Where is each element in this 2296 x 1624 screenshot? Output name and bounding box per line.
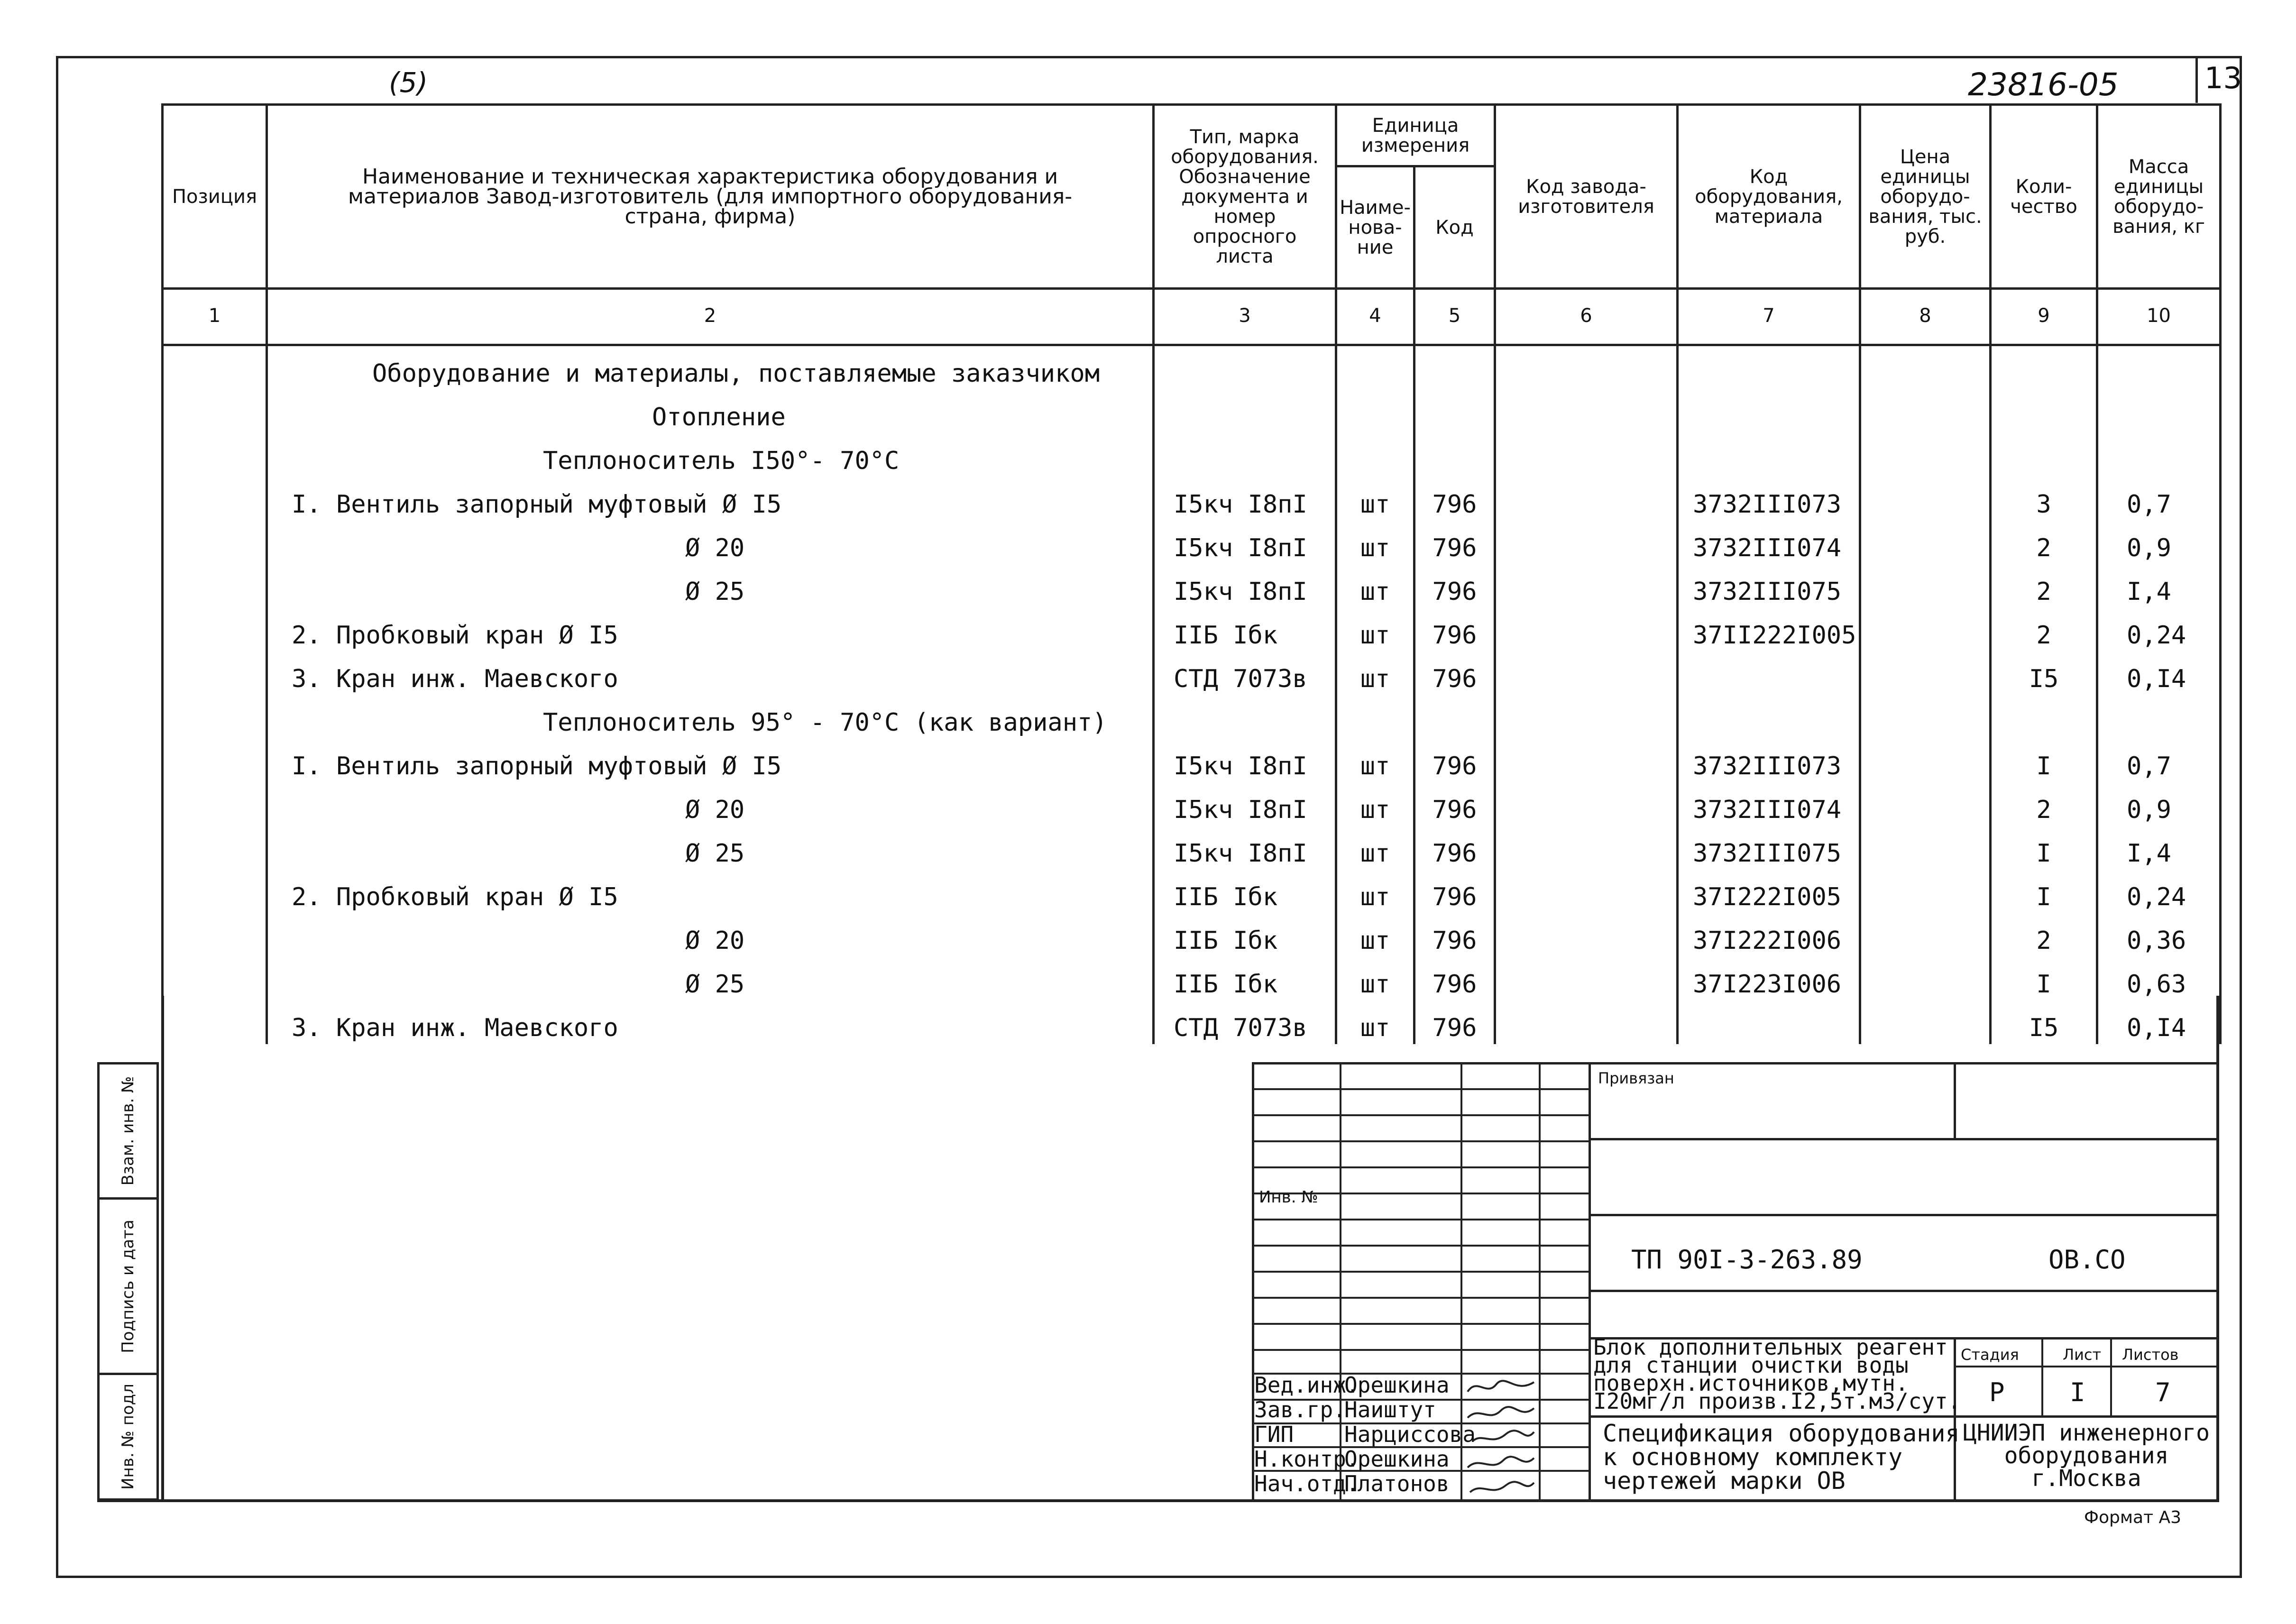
cell-equip [1678, 345, 1860, 390]
cell-name: 2. Пробковый кран Ø I5 [267, 870, 1154, 913]
cell-equip [1678, 695, 1860, 739]
cell-mass: 0,9 [2097, 521, 2221, 564]
cell-qty: 3 [1991, 477, 2097, 521]
cell-code: 796 [1414, 957, 1495, 1000]
header-name: Наименование и техническая характеристика оборудования и материалов Завод-изготовитель (для импортного оборудования-страна, фирма) [267, 105, 1154, 289]
cell-code [1414, 390, 1495, 433]
column-number: 8 [1860, 289, 1991, 345]
sheet-value: I [2070, 1377, 2085, 1407]
cell-equip: 3732III075 [1678, 564, 1860, 608]
cell-qty: I [1991, 826, 2097, 870]
cell-price [1860, 651, 1991, 695]
cell-code: 796 [1414, 608, 1495, 651]
cell-unit: шт [1336, 651, 1414, 695]
cell-qty: 2 [1991, 521, 2097, 564]
cell-code: 796 [1414, 477, 1495, 521]
cell-pos [163, 608, 267, 651]
cell-name: 3. Кран инж. Маевского [267, 651, 1154, 695]
cell-pos [163, 782, 267, 826]
table-row [163, 826, 2221, 870]
cell-equip: 37I223I006 [1678, 957, 1860, 1000]
cell-unit: шт [1336, 957, 1414, 1000]
cell-price [1860, 345, 1991, 390]
cell-type: I5кч I8пI [1154, 782, 1336, 826]
header-unit-code: Код [1414, 166, 1495, 289]
cell-unit: шт [1336, 826, 1414, 870]
cell-factory [1495, 957, 1678, 1000]
cell-mass [2097, 390, 2221, 433]
cell-factory [1495, 608, 1678, 651]
cell-qty: I [1991, 870, 2097, 913]
cell-type: I5кч I8пI [1154, 826, 1336, 870]
cell-pos [163, 870, 267, 913]
cell-factory [1495, 477, 1678, 521]
table-row [163, 521, 2221, 564]
cell-equip [1678, 390, 1860, 433]
cell-mass [2097, 345, 2221, 390]
corner-label: (5) [389, 66, 428, 99]
cell-factory [1495, 521, 1678, 564]
drawing-title: Спецификация оборудования к основному комплекту чертежей марки ОВ [1603, 1420, 1960, 1495]
cell-name: Ø 20 [267, 913, 1154, 957]
cell-factory [1495, 870, 1678, 913]
cell-type: I5кч I8пI [1154, 739, 1336, 782]
table-row [163, 608, 2221, 651]
cell-price [1860, 870, 1991, 913]
cell-name: I. Вентиль запорный муфтовый Ø I5 [267, 477, 1154, 521]
cell-factory [1495, 345, 1678, 390]
frame-line-left [161, 996, 164, 1502]
cell-unit [1336, 433, 1414, 477]
cell-price [1860, 608, 1991, 651]
table-row [163, 564, 2221, 608]
cell-unit: шт [1336, 913, 1414, 957]
cell-unit: шт [1336, 608, 1414, 651]
cell-type: I5кч I8пI [1154, 477, 1336, 521]
table-row [163, 1000, 2221, 1044]
signature-roles: Вед.инж. Зав.гр. ГИП Н.контр. Нач.отд. [1254, 1372, 1359, 1496]
cell-code: 796 [1414, 870, 1495, 913]
cell-factory [1495, 739, 1678, 782]
cell-mass: 0,36 [2097, 913, 2221, 957]
cell-equip: 3732III073 [1678, 739, 1860, 782]
table-row [163, 957, 2221, 1000]
stage-value: Р [1989, 1377, 2005, 1407]
cell-price [1860, 826, 1991, 870]
cell-factory [1495, 651, 1678, 695]
cell-unit: шт [1336, 739, 1414, 782]
cell-price [1860, 1000, 1991, 1044]
cell-mass: 0,9 [2097, 782, 2221, 826]
cell-pos [163, 695, 267, 739]
cell-type [1154, 695, 1336, 739]
cell-price [1860, 521, 1991, 564]
cell-mass: 0,I4 [2097, 1000, 2221, 1044]
cell-name: I. Вентиль запорный муфтовый Ø I5 [267, 739, 1154, 782]
cell-equip: 37II222I005 [1678, 608, 1860, 651]
cell-equip: 3732III074 [1678, 782, 1860, 826]
cell-pos [163, 1000, 267, 1044]
cell-pos [163, 390, 267, 433]
cell-code: 796 [1414, 826, 1495, 870]
cell-pos [163, 651, 267, 695]
cell-type: I5кч I8пI [1154, 564, 1336, 608]
column-number: 10 [2097, 289, 2221, 345]
cell-unit [1336, 695, 1414, 739]
cell-qty: I [1991, 739, 2097, 782]
sheet-label: Лист [2063, 1346, 2102, 1364]
cell-qty: 2 [1991, 782, 2097, 826]
page-number-box [2195, 58, 2241, 103]
sheets-value: 7 [2155, 1377, 2171, 1407]
cell-pos [163, 521, 267, 564]
cell-unit [1336, 390, 1414, 433]
column-number: 5 [1414, 289, 1495, 345]
cell-pos [163, 433, 267, 477]
drawing-mark: ОВ.СО [2048, 1245, 2126, 1275]
cell-type: I5кч I8пI [1154, 521, 1336, 564]
cell-mass: I,4 [2097, 826, 2221, 870]
cell-mass: 0,7 [2097, 477, 2221, 521]
column-number: 6 [1495, 289, 1678, 345]
header-type: Тип, марка оборудования. Обозначение документа и номер опросного листа [1154, 105, 1336, 289]
cell-name: Оборудование и материалы, поставляемые заказчиком [267, 345, 1154, 390]
cell-mass [2097, 433, 2221, 477]
column-number: 3 [1154, 289, 1336, 345]
cell-price [1860, 739, 1991, 782]
column-number: 4 [1336, 289, 1414, 345]
header-mass: Масса единицы оборудо-вания, кг [2097, 105, 2221, 289]
cell-price [1860, 390, 1991, 433]
cell-qty [1991, 433, 2097, 477]
table-row [163, 651, 2221, 695]
cell-name: Теплоноситель I50°- 70°С [267, 433, 1154, 477]
cell-code [1414, 695, 1495, 739]
cell-pos [163, 739, 267, 782]
cell-mass: 0,24 [2097, 870, 2221, 913]
column-number: 9 [1991, 289, 2097, 345]
cell-qty: I5 [1991, 651, 2097, 695]
column-number: 2 [267, 289, 1154, 345]
cell-mass [2097, 695, 2221, 739]
stamp-replacement-inv: Взам. инв. № [97, 1062, 159, 1200]
cell-type: IIБ Iбк [1154, 870, 1336, 913]
cell-qty: I [1991, 957, 2097, 1000]
cell-unit: шт [1336, 564, 1414, 608]
header-price: Цена единицы оборудо-вания, тыс. руб. [1860, 105, 1991, 289]
header-quantity: Коли-чество [1991, 105, 2097, 289]
cell-pos [163, 957, 267, 1000]
cell-name: Ø 20 [267, 782, 1154, 826]
cell-type: IIБ Iбк [1154, 957, 1336, 1000]
table-row [163, 913, 2221, 957]
table-row [163, 739, 2221, 782]
cell-type [1154, 433, 1336, 477]
cell-factory [1495, 913, 1678, 957]
cell-price [1860, 957, 1991, 1000]
cell-name: Ø 25 [267, 957, 1154, 1000]
table-row [163, 695, 2221, 739]
cell-name: Отопление [267, 390, 1154, 433]
cell-mass: I,4 [2097, 564, 2221, 608]
cell-qty: 2 [1991, 564, 2097, 608]
cell-name: Теплоноситель 95° - 70°С (как вариант) [267, 695, 1154, 739]
cell-name: 2. Пробковый кран Ø I5 [267, 608, 1154, 651]
organization: ЦНИИЭП инженерного оборудования г.Москва [1963, 1420, 2210, 1492]
cell-mass: 0,7 [2097, 739, 2221, 782]
cell-equip [1678, 1000, 1860, 1044]
column-number: 1 [163, 289, 267, 345]
cell-type: СТД 7073в [1154, 1000, 1336, 1044]
table-row [163, 433, 2221, 477]
paper-format: Формат А3 [2084, 1508, 2182, 1527]
header-unit: Единица измерения [1336, 105, 1495, 166]
cell-equip [1678, 433, 1860, 477]
header-equipment-code: Код оборудования, материала [1678, 105, 1860, 289]
cell-name: 3. Кран инж. Маевского [267, 1000, 1154, 1044]
specification-table [161, 103, 2222, 1044]
cell-pos [163, 826, 267, 870]
cell-factory [1495, 390, 1678, 433]
cell-mass: 0,I4 [2097, 651, 2221, 695]
table-row [163, 782, 2221, 826]
cell-qty [1991, 390, 2097, 433]
cell-name: Ø 20 [267, 521, 1154, 564]
cell-pos [163, 345, 267, 390]
cell-code [1414, 433, 1495, 477]
table-row [163, 345, 2221, 390]
stamp-inv-podl: Инв. № подл [97, 1373, 159, 1501]
cell-price [1860, 782, 1991, 826]
cell-price [1860, 433, 1991, 477]
column-number: 7 [1678, 289, 1860, 345]
stamp-signature-date: Подпись и дата [97, 1197, 159, 1375]
cell-unit: шт [1336, 521, 1414, 564]
cell-equip: 37I222I005 [1678, 870, 1860, 913]
table-row [163, 870, 2221, 913]
cell-code: 796 [1414, 564, 1495, 608]
cell-equip: 3732III073 [1678, 477, 1860, 521]
page-number: 13 [2204, 61, 2242, 95]
inv-number-label: Инв. № [1259, 1188, 1318, 1207]
stage-label: Стадия [1961, 1346, 2019, 1364]
cell-name: Ø 25 [267, 564, 1154, 608]
cell-price [1860, 564, 1991, 608]
cell-code: 796 [1414, 521, 1495, 564]
object-name: Блок дополнительных реагент для станции очистки воды поверхн.источников,мутн. I20мг/л произв.I2,5т.м3/сут. [1593, 1334, 1961, 1414]
signature-names: Орешкина Наиштут Нарциссова Орешкина Платонов [1344, 1372, 1476, 1496]
cell-equip: 3732III074 [1678, 521, 1860, 564]
cell-code [1414, 345, 1495, 390]
cell-price [1860, 477, 1991, 521]
cell-equip: 3732III075 [1678, 826, 1860, 870]
document-number: 23816-05 [1968, 66, 2119, 103]
cell-qty [1991, 345, 2097, 390]
cell-factory [1495, 695, 1678, 739]
cell-code: 796 [1414, 913, 1495, 957]
handwritten-signatures [1463, 1373, 1539, 1498]
cell-mass: 0,63 [2097, 957, 2221, 1000]
cell-pos [163, 564, 267, 608]
cell-name: Ø 25 [267, 826, 1154, 870]
cell-code: 796 [1414, 782, 1495, 826]
cell-code: 796 [1414, 739, 1495, 782]
cell-type [1154, 390, 1336, 433]
cell-factory [1495, 564, 1678, 608]
cell-qty: I5 [1991, 1000, 2097, 1044]
header-unit-name: Наиме-нова-ние [1336, 166, 1414, 289]
header-factory-code: Код завода-изготовителя [1495, 105, 1678, 289]
cell-pos [163, 913, 267, 957]
attached-label: Привязан [1598, 1069, 1674, 1087]
cell-type: СТД 7073в [1154, 651, 1336, 695]
cell-unit: шт [1336, 1000, 1414, 1044]
cell-code: 796 [1414, 1000, 1495, 1044]
cell-equip [1678, 651, 1860, 695]
cell-type: IIБ Iбк [1154, 913, 1336, 957]
cell-unit: шт [1336, 477, 1414, 521]
cell-unit [1336, 345, 1414, 390]
sheets-label: Листов [2122, 1346, 2179, 1364]
cell-code: 796 [1414, 651, 1495, 695]
cell-factory [1495, 782, 1678, 826]
cell-equip: 37I222I006 [1678, 913, 1860, 957]
project-code: ТП 90I-3-263.89 [1631, 1245, 1863, 1275]
cell-mass: 0,24 [2097, 608, 2221, 651]
cell-qty: 2 [1991, 913, 2097, 957]
cell-factory [1495, 826, 1678, 870]
cell-qty: 2 [1991, 608, 2097, 651]
cell-qty [1991, 695, 2097, 739]
cell-pos [163, 477, 267, 521]
table-row [163, 390, 2221, 433]
table-row [163, 477, 2221, 521]
header-position: Позиция [163, 105, 267, 289]
cell-factory [1495, 433, 1678, 477]
cell-type: IIБ Iбк [1154, 608, 1336, 651]
cell-unit: шт [1336, 870, 1414, 913]
cell-price [1860, 695, 1991, 739]
cell-price [1860, 913, 1991, 957]
cell-type [1154, 345, 1336, 390]
cell-unit: шт [1336, 782, 1414, 826]
cell-factory [1495, 1000, 1678, 1044]
